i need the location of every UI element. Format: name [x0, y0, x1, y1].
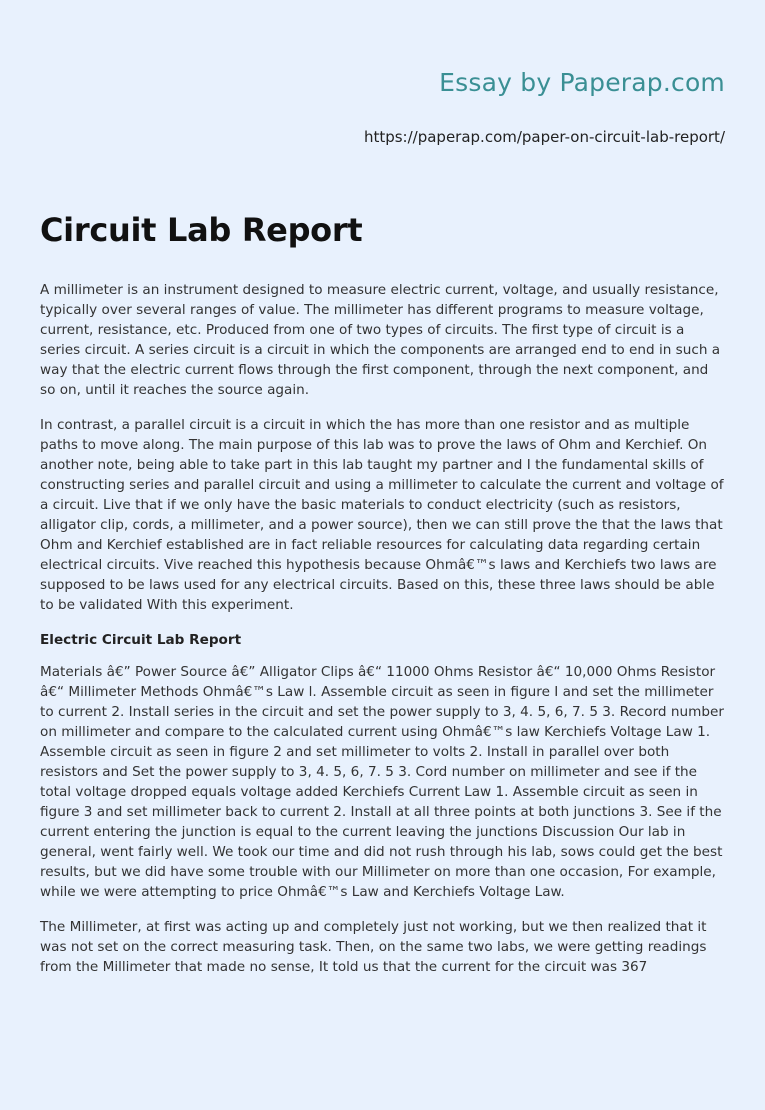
paragraph-intro: A millimeter is an instrument designed to measure electric current, voltage, and usually resistance, typically over several ranges of value. The millimeter has different programs to measure voltage, current, resistance, etc. Produced from one of two types of circuits. The first type of circuit is a series circuit. A series circuit is a circuit in which the components are arranged end to end in such a way that the electric current flows through the first component, through the next component, and so on, until it reaches the source again.	[40, 282, 721, 398]
article-body	[40, 280, 728, 992]
section-subheading: Electric Circuit Lab Report	[40, 632, 242, 648]
source-url[interactable]: https://paperap.com/paper-on-circuit-lab-report/	[363, 128, 725, 146]
site-brand-title[interactable]: Essay by Paperap.com	[439, 68, 725, 97]
paragraph-discussion: The Millimeter, at first was acting up and completely just not working, but we then realized that it was not set on the correct measuring task. Then, on the same two labs, we were getting readings from the Millimeter that made no sense, It told us that the current for the circuit was 367	[40, 919, 707, 975]
paragraph-materials-methods: Materials â€” Power Source â€” Alligator Clips â€“ 11000 Ohms Resistor â€“ 10,000 Ohms Resistor â€“ Millimeter Methods Ohmâ€™s Law l. Assemble circuit as seen in figure I and set the millimeter to current 2. Install series in the circuit and set the power supply to 3, 4. 5, 6, 7. 5 3. Record number on millimeter and compare to the calculated current using Ohmâ€™s law Kerchiefs Voltage Law 1. Assemble circuit as seen in figure 2 and set millimeter to volts 2. Install in parallel over both resistors and Set the power supply to 3, 4. 5, 6, 7. 5 3. Cord number on millimeter and see if the total voltage dropped equals voltage added Kerchiefs Current Law 1. Assemble circuit as seen in figure 3 and set millimeter back to current 2. Install at all three points at both junctions 3. See if the current entering the junction is equal to the current leaving the junctions Discussion Our lab in general, went fairly well. We took our time and did not rush through his lab, sows could get the best results, but we did have some trouble with our Millimeter on more than one occasion, For example, while we were attempting to price Ohmâ€™s Law and Kerchiefs Voltage Law.	[40, 664, 724, 900]
paragraph-parallel-circuit: In contrast, a parallel circuit is a circuit in which the has more than one resistor and as multiple paths to move along. The main purpose of this lab was to prove the laws of Ohm and Kerchief. On another note, being able to take part in this lab taught my partner and I the fundamental skills of constructing series and parallel circuit and using a millimeter to calculate the current and voltage of a circuit. Live that if we only have the basic materials to conduct electricity (such as resistors, alligator clip, cords, a millimeter, and a power source), then we can still prove the that the laws that Ohm and Kerchief established are in fact reliable resources for calculating data regarding certain electrical circuits. Vive reached this hypothesis because Ohmâ€™s laws and Kerchiefs two laws are supposed to be laws used for any electrical circuits. Based on this, these three laws should be able to be validated With this experiment.	[40, 417, 724, 613]
page-title: Circuit Lab Report	[40, 211, 363, 249]
